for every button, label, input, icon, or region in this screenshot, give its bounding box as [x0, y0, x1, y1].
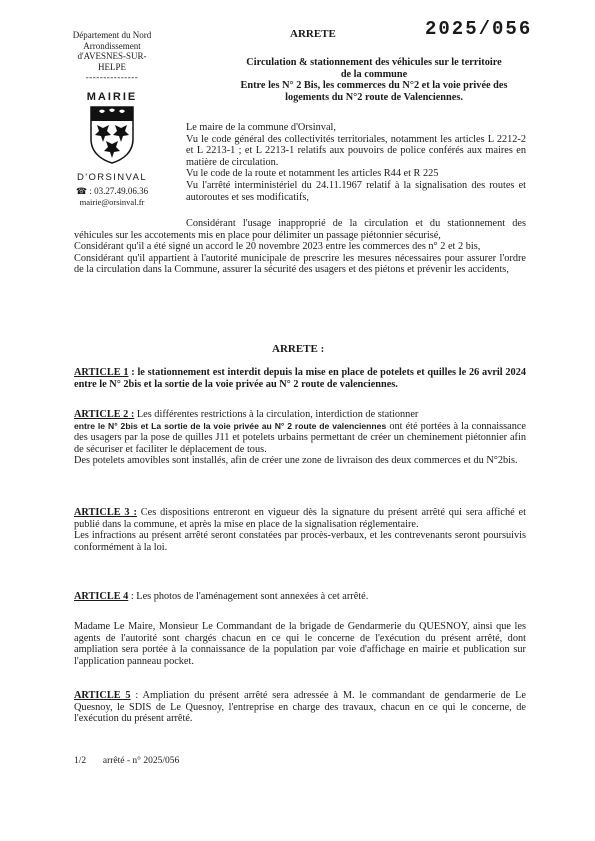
article-5-text: : Ampliation du présent arrêté sera adressée à M. le commandant de gendarmerie de Le Quesnoy, le SDIS de Le Quesnoy, l'entreprise en charge des travaux, chacun en ce qui le concerne, de l'exécution du présent arrêté.	[74, 690, 527, 725]
execution-paragraph: Madame Le Maire, Monsieur Le Commandant de la brigade de Gendarmerie du QUESNOY, ainsi que les agents de l'autorité sont chargés chacun en ce qui le concerne de l'exécution du présent arrêté, dont ampliation sera portée à la connaissance de la population par voie d'affichage en mairie et publication sur l'application panneau pocket.	[74, 621, 526, 667]
article-4-label: ARTICLE 4	[74, 591, 129, 602]
preamble-cgct: Vu le code général des collectivités territoriales, notamment les articles L 2212-2 et L 2213-1 ; et L 2213-1 relatifs aux pouvoirs de police conférés aux maires en matière de circulation.	[186, 133, 526, 168]
article-3-infractions: Les infractions au présent arrêté seront constatées par procès-verbaux, et les contrevenants seront poursuivis conformément à la loi.	[74, 530, 526, 553]
helpe-line: HELPE	[98, 61, 126, 72]
page-number: 1/2	[74, 756, 87, 766]
coat-of-arms-icon	[89, 105, 135, 165]
article-3	[74, 507, 526, 553]
article-2-rest: ont été portées à la connaissance des usagers par la pose de quilles J11 et potelets urbains permettant de créer un cheminement piétonnier afin de sécuriser et faciliter le déplacement de tous.	[74, 420, 526, 455]
considerants	[74, 218, 526, 276]
department-line: Département du Nord	[72, 30, 152, 40]
arrete-heading: ARRETE	[290, 28, 336, 40]
avesnes-line: d'AVESNES-SUR-	[77, 51, 147, 61]
mairie-label: MAIRIE	[86, 90, 138, 103]
document-title	[215, 57, 533, 103]
title-line-2: de la commune	[340, 68, 408, 80]
preamble-code-route: Vu le code de la route et notamment les articles R44 et R 225	[186, 168, 439, 180]
preamble-indented	[186, 122, 526, 203]
article-2	[74, 409, 526, 467]
considerant-accord: Considérant qu'il a été signé un accord le 20 novembre 2023 entre les commerces des n° 2 et 2 bis,	[74, 241, 481, 253]
article-2-label: ARTICLE 2 :	[74, 409, 135, 420]
article-4-text: : Les photos de l'aménagement sont annexées à cet arrêté.	[128, 591, 369, 602]
article-2-intro: Les différentes restrictions à la circulation, interdiction de stationner	[134, 409, 419, 420]
telephone-icon: ☎	[75, 185, 88, 196]
article-5	[74, 690, 526, 725]
article-2-location: entre le N° 2bis et La sortie de la voie privée au N° 2 route de valenciennes	[74, 420, 387, 431]
arrondissement-line: Arrondissement	[83, 40, 141, 51]
article-2-potelets: Des potelets amovibles sont installés, afin de créer une zone de livraison des deux commerces et du N°2bis.	[74, 455, 518, 467]
title-line-3: Entre les N° 2 Bis, les commerces du N°2 et la voie privée des	[240, 80, 508, 91]
footer-reference: arrêté - n° 2025/056	[102, 756, 180, 766]
article-3-text: Ces dispositions entreront en vigueur dès la signature du présent arrêté qui sera affiché et publié dans la commune, et après la mise en place de la signalisation réglementaire.	[74, 507, 526, 530]
page-footer	[74, 756, 179, 766]
preamble-mayor: Le maire de la commune d'Orsinval,	[186, 122, 336, 133]
article-3-label: ARTICLE 3 :	[74, 507, 137, 518]
article-4	[74, 591, 526, 603]
article-1-label: ARTICLE 1	[74, 367, 129, 378]
phone-line	[62, 186, 162, 197]
arrete-center-heading: ARRETE :	[272, 343, 325, 355]
article-5-label: ARTICLE 5	[74, 690, 131, 701]
considerant-usage: Considérant l'usage inapproprié de la circulation et du stationnement des véhicules sur les accotements mis en place pour délimiter un passage piétonnier sécurisé,	[74, 218, 526, 241]
email-address: mairie@orsinval.fr	[79, 197, 145, 207]
preamble-arrete-1967: Vu l'arrêté interministériel du 24.11.1967 relatif à la signalisation des routes et autoroutes et ses modificatifs,	[186, 179, 526, 203]
commune-name: D'ORSINVAL	[76, 172, 147, 183]
administrative-header	[62, 30, 162, 208]
separator-line: ---------------	[85, 72, 139, 82]
considerant-autorite: Considérant qu'il appartient à l'autorité municipale de prescrire les mesures nécessaires pour assurer l'ordre de la circulation dans la Commune, assurer la sécurité des usagers et des piétons et prévenir les accidents,	[74, 252, 526, 276]
article-1-text: : le stationnement est interdit depuis la mise en place de potelets et quilles le 26 avril 2024 entre le N° 2bis et la sortie de la voie privée au N° 2 route de valenciennes.	[74, 367, 527, 390]
title-line-1: Circulation & stationnement des véhicules sur le territoire	[246, 57, 502, 68]
arrete-number: 2025/056	[425, 18, 533, 40]
article-1	[74, 367, 526, 390]
title-line-4: logements du N°2 route de Valenciennes.	[285, 91, 463, 103]
phone-number: : 03.27.49.06.36	[89, 185, 149, 196]
